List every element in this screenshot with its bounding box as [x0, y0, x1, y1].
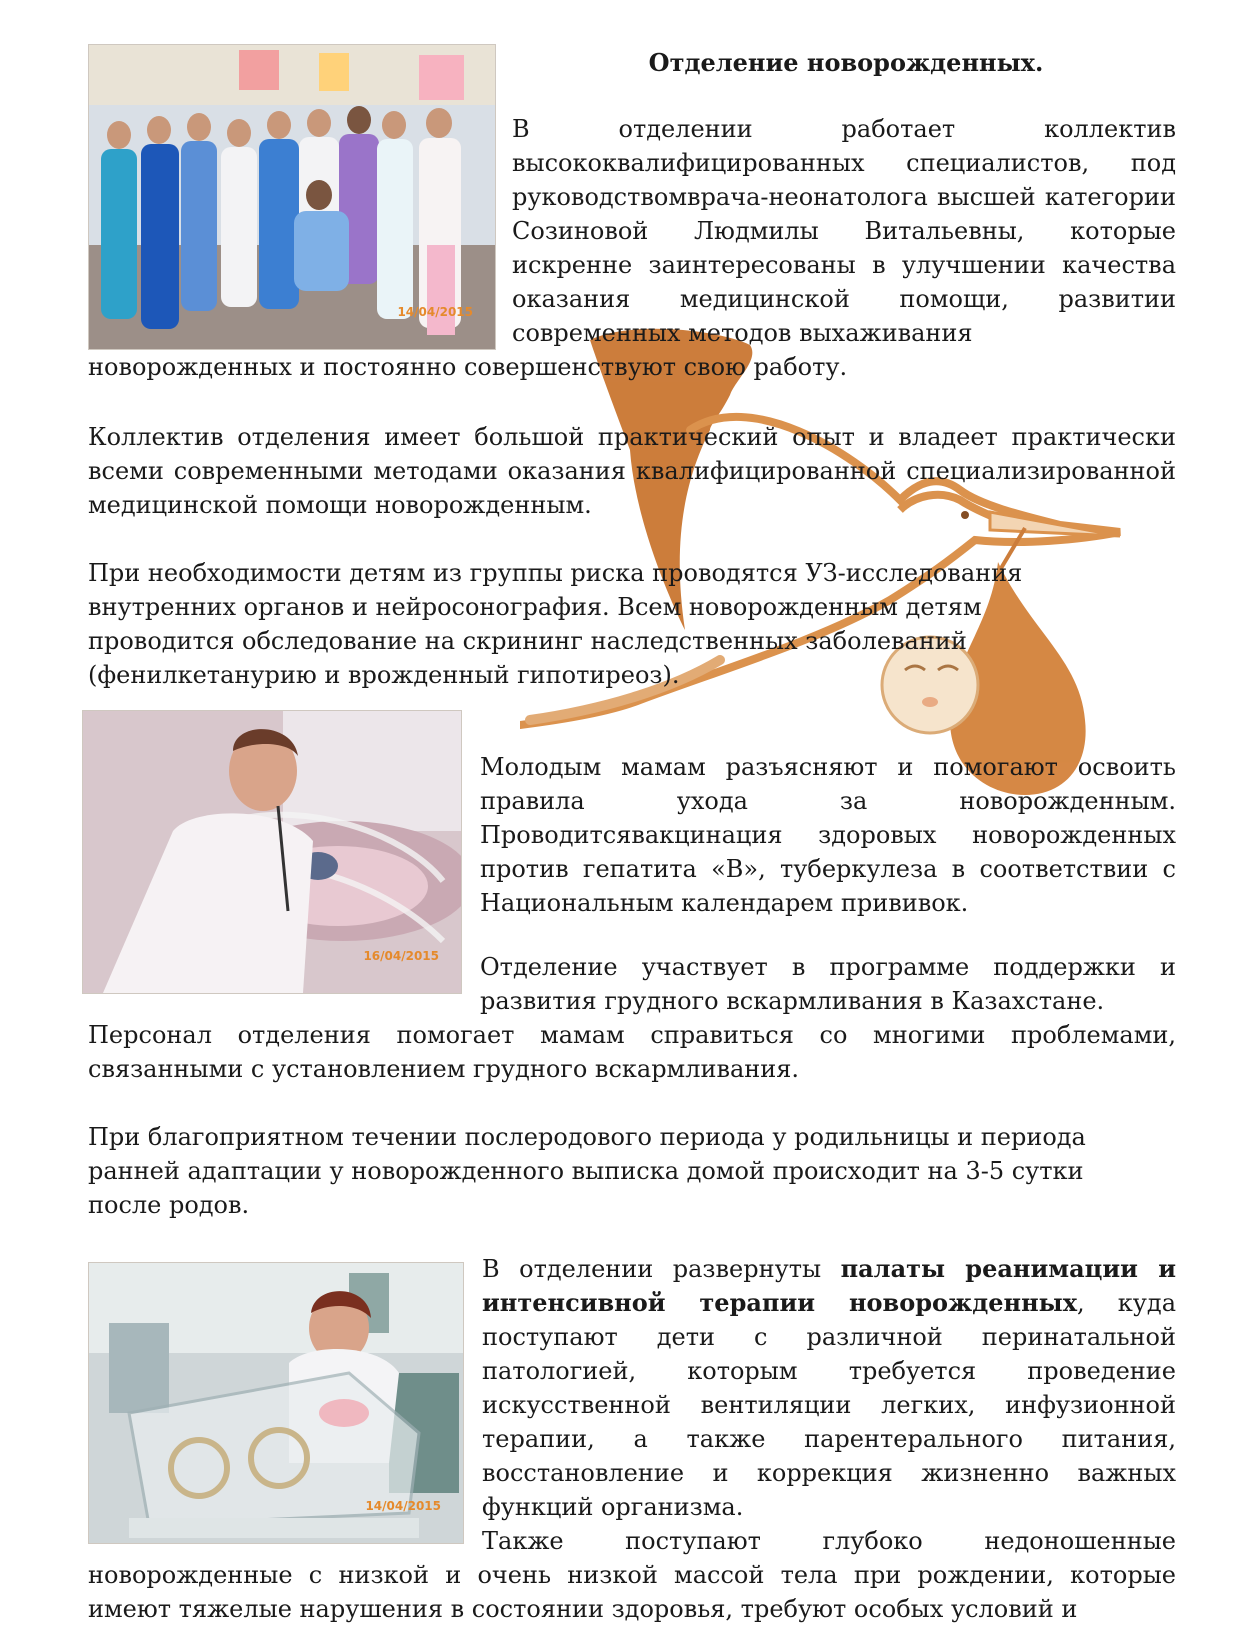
paragraph-vaccination: Молодым мамам разъясняют и помогают освоить правила ухода за новорожденным. Проводитсявакцинация здоровых новорожденных против гепатита «В», туберкулеза в соответствии с Национальным календарем прививок.	[480, 753, 1176, 917]
discharge-line: При благоприятном течении послеродового периода у родильницы и периода	[88, 1123, 1086, 1151]
paragraph-staff-intro-end: новорожденных и постоянно совершенствуют свою работу.	[88, 353, 848, 381]
photo-date-stamp: 14/04/2015	[365, 1499, 441, 1513]
screening-line: внутренних органов и нейросонография. Всем новорожденным детям	[88, 593, 982, 621]
paragraph-screening	[88, 556, 1176, 692]
paragraph-premature: Также поступают глубоко недоношенные	[482, 1527, 1176, 1555]
paragraph-discharge	[88, 1120, 1176, 1222]
paragraph-premature-end: новорожденные с низкой и очень низкой массой тела при рождении, которые имеют тяжелые нарушения в состоянии здоровья, требуют особых условий и	[88, 1561, 1176, 1623]
screening-line: При необходимости детям из группы риска проводятся УЗ-исследования	[88, 559, 1023, 587]
page-title: Отделение новорожденных.	[648, 48, 1044, 77]
paragraph-breastfeeding-end: Персонал отделения помогает мамам справиться со многими проблемами, связанными с установлением грудного вскармливания.	[88, 1021, 1176, 1083]
screening-line: проводится обследование на скрининг наследственных заболеваний	[88, 627, 967, 655]
paragraph-staff-intro: В отделении работает коллектив высококвалифицированных специалистов, под руководствомврача-неонатолога высшей категории Созиновой Людмилы Витальевны, которые искренне заинтересованы в улучшении качества оказания медицинской помощи, развитии современных методов выхаживания	[512, 115, 1176, 347]
photo-date-stamp: 14/04/2015	[397, 305, 473, 319]
discharge-line: ранней адаптации у новорожденного выписка домой происходит на 3-5 сутки	[88, 1157, 1084, 1185]
intensive-care-intro: В отделении развернуты	[482, 1255, 822, 1283]
paragraph-experience: Коллектив отделения имеет большой практический опыт и владеет практически всеми современными методами оказания квалифицированной специализированной медицинской помощи новорожденным.	[88, 423, 1176, 519]
paragraph-intensive-care	[482, 1252, 1176, 1524]
screening-line: (фенилкетанурию и врожденный гипотиреоз).	[88, 661, 680, 689]
intensive-care-details: , куда поступают дети с различной перинатальной патологией, которым требуется проведение искусственной вентиляции легких, инфузионной терапии, а также парентерального питания, восстановление и коррекция жизненно важных функций организма.	[482, 1289, 1176, 1521]
staff-group-photo	[88, 44, 496, 350]
paragraph-breastfeeding: Отделение участвует в программе поддержки и развития грудного вскармливания в Казахстане.	[480, 953, 1176, 1015]
incubator-photo	[88, 1262, 464, 1544]
photo-date-stamp: 16/04/2015	[363, 949, 439, 963]
nurse-exam-photo	[82, 710, 462, 994]
discharge-line: после родов.	[88, 1191, 250, 1219]
intensive-care-ward-name: палаты реанимации и интенсивной терапии новорожденных	[482, 1254, 1176, 1317]
